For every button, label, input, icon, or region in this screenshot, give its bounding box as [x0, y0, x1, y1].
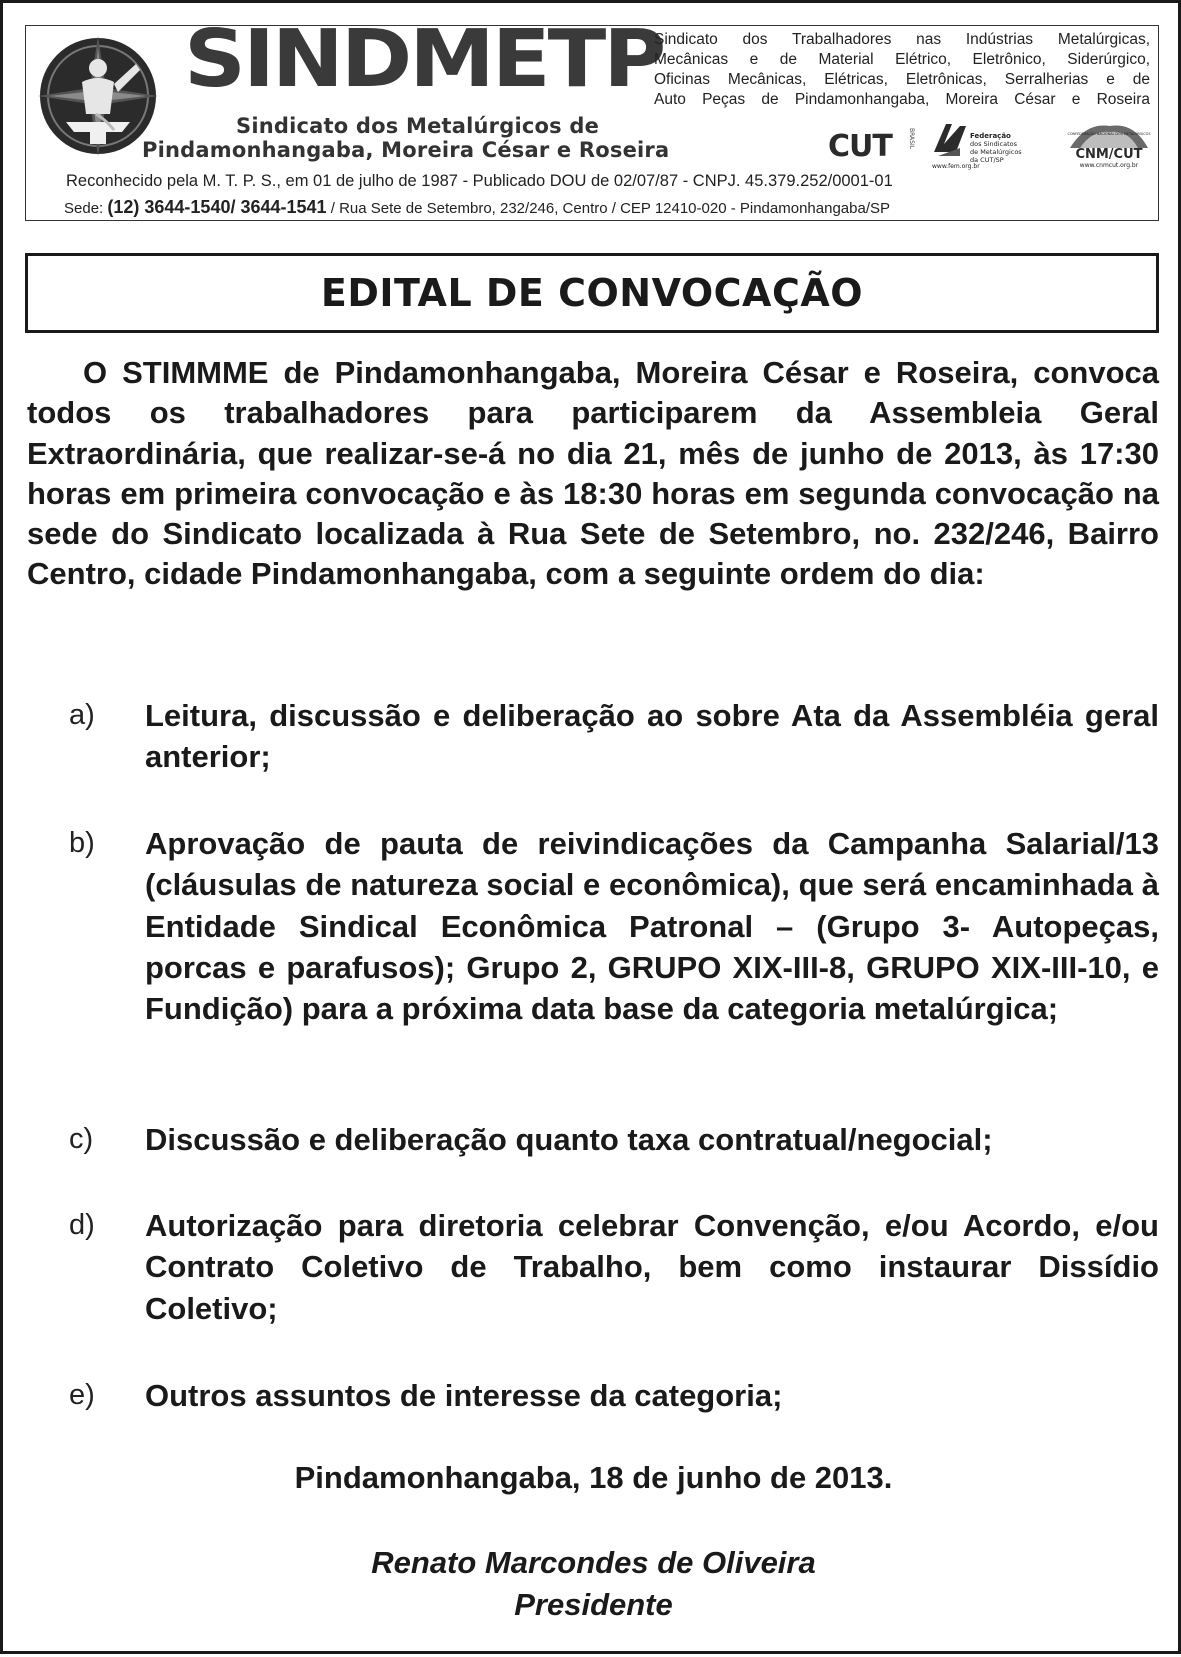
agenda-item-text: Outros assuntos de interesse da categoria;	[145, 1378, 783, 1413]
fem-logo-line: Federação	[970, 132, 1011, 140]
agenda-item-letter: e)	[69, 1379, 95, 1411]
fem-logo-line: dos Sindicatos	[970, 140, 1018, 148]
cnm-logo-top-text: CONFEDERAÇÃO NACIONAL DOS METALÚRGICOS	[1067, 132, 1151, 136]
address-text: / Rua Sete de Setembro, 232/246, Centro / CEP 12410-020 - Pindamonhangaba/SP	[330, 200, 890, 217]
cnm-logo-text: CNM/CUT	[1075, 147, 1143, 162]
cut-logo	[826, 124, 918, 164]
cut-logo-side-text: BRASIL	[908, 128, 915, 150]
agenda-item-letter: c)	[69, 1123, 94, 1155]
signatory-name: Renato Marcondes de Oliveira	[371, 1545, 816, 1580]
cnm-logo-url: www.cnmcut.org.br	[1079, 162, 1139, 169]
union-description	[654, 30, 1150, 110]
agenda-item-text: Leitura, discussão e deliberação ao sobre Ata da Assembléia geral anterior;	[145, 698, 1159, 775]
fem-logo-url: www.fem.org.br	[932, 163, 980, 170]
agenda-item-text: Discussão e deliberação quanto taxa contratual/negocial;	[145, 1122, 993, 1157]
fem-cut-sp-logo	[930, 118, 1026, 170]
address-label: Sede:	[64, 200, 104, 217]
address-line	[64, 197, 1144, 218]
brand-subtitle-line2: Pindamonhangaba, Moreira César e Roseira	[142, 138, 670, 162]
union-description-line: Sindicato dos Trabalhadores nas Indústrias Metalúrgicas,	[654, 31, 1150, 48]
fem-logo-line: da CUT/SP	[970, 156, 1004, 164]
brand-subtitle-line1: Sindicato dos Metalúrgicos de	[236, 114, 600, 138]
page-title: EDITAL DE CONVOCAÇÃO	[320, 271, 864, 315]
agenda-item-letter: d)	[69, 1209, 95, 1241]
agenda-item-text: Autorização para diretoria celebrar Convenção, e/ou Acordo, e/ou Contrato Coletivo de Trabalho, bem como instaurar Dissídio Coletivo;	[145, 1208, 1159, 1326]
agenda-list	[3, 3, 1181, 1657]
letterhead	[25, 13, 1159, 221]
cut-logo-text: CUT	[828, 129, 892, 164]
agenda-item-text: Aprovação de pauta de reivindicações da Campanha Salarial/13 (cláusulas de natureza social e econômica), que será encaminhada à Entidade Sindical Econômica Patronal – (Grupo 3- Autopeças, porcas e parafusos); Grupo 2, GRUPO XIX-III-8, GRUPO XIX-III-10, e Fundição) para a próxima data base da categoria metalúrgica;	[145, 826, 1159, 1027]
agenda-item-letter: b)	[69, 827, 95, 859]
registration-line: Reconhecido pela M. T. P. S., em 01 de julho de 1987 - Publicado DOU de 02/07/87 - CNPJ. 45.379.252/0001-01	[66, 172, 893, 190]
cnm-cut-logo	[1066, 118, 1152, 170]
date-line: Pindamonhangaba, 18 de junho de 2013.	[294, 1460, 893, 1495]
signatory-role: Presidente	[514, 1587, 673, 1622]
union-description-line: Oficinas Mecânicas, Elétricas, Eletrônicas, Serralherias e de	[654, 71, 1150, 88]
union-description-line: Mecânicas e de Material Elétrico, Eletrônico, Siderúrgico,	[654, 51, 1150, 68]
intro-paragraph: O STIMMME de Pindamonhangaba, Moreira César e Roseira, convoca todos os trabalhadores para participarem da Assembleia Geral Extraordinária, que realizar-se-á no dia 21, mês de junho de 2013, às 17:30 horas em primeira convocação e às 18:30 horas em segunda convocação na sede do Sindicato localizada à Rua Sete de Setembro, no. 232/246, Bairro Centro, cidade Pindamonhangaba, com a seguinte ordem do dia:	[27, 355, 1159, 592]
title-box	[25, 253, 1159, 333]
phone-numbers: (12) 3644-1540/ 3644-1541	[107, 197, 327, 217]
brand-wordmark: SINDMETP	[184, 13, 664, 106]
fem-logo-line: de Metalúrgicos	[970, 148, 1022, 156]
union-description-line: Auto Peças de Pindamonhangaba, Moreira César e Roseira	[654, 91, 1150, 108]
agenda-item-letter: a)	[69, 699, 95, 731]
